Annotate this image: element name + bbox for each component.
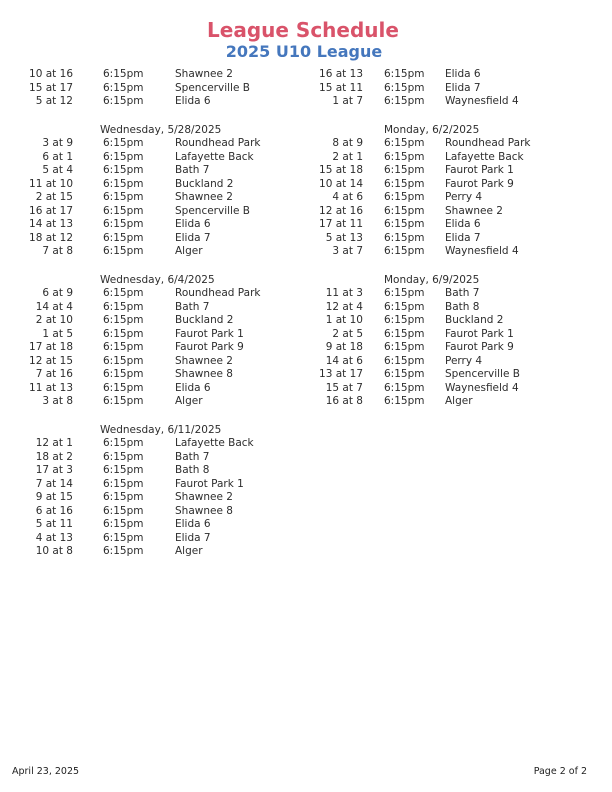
game-row	[0, 245, 290, 259]
schedule-block	[290, 274, 612, 409]
schedule-column-left	[0, 68, 290, 559]
game-row	[290, 205, 612, 219]
game-location: Elida 6	[445, 218, 481, 230]
game-matchup: 7 at 8	[42, 245, 73, 257]
game-row	[0, 232, 290, 246]
date-header: Wednesday, 6/4/2025	[100, 273, 215, 286]
game-row	[290, 191, 612, 205]
game-row	[0, 164, 290, 178]
game-row	[0, 218, 290, 232]
game-location: Elida 7	[445, 81, 481, 94]
game-matchup: 10 at 8	[35, 545, 73, 557]
game-row	[290, 355, 612, 369]
game-row	[0, 301, 290, 315]
game-time: 6:15pm	[103, 300, 144, 313]
game-matchup: 2 at 10	[35, 314, 73, 326]
game-row	[290, 95, 612, 109]
game-row	[290, 178, 612, 192]
game-time: 6:15pm	[103, 164, 144, 176]
game-location: Spencerville B	[175, 204, 250, 217]
game-location: Faurot Park 1	[175, 327, 244, 340]
game-location: Alger	[175, 395, 203, 407]
schedule-block	[0, 68, 290, 109]
game-time: 6:15pm	[103, 450, 144, 463]
game-matchup: 7 at 16	[35, 368, 73, 380]
game-time: 6:15pm	[384, 354, 425, 367]
game-matchup: 17 at 3	[35, 464, 73, 476]
game-time: 6:15pm	[103, 477, 144, 490]
game-matchup: 6 at 1	[42, 150, 73, 163]
game-location: Bath 7	[445, 287, 480, 299]
game-time: 6:15pm	[384, 218, 425, 230]
game-matchup: 2 at 15	[35, 191, 73, 203]
game-matchup: 12 at 1	[35, 437, 73, 449]
game-row	[0, 478, 290, 492]
page-title: League Schedule	[207, 18, 399, 42]
game-time: 6:15pm	[103, 245, 144, 257]
game-time: 6:15pm	[384, 395, 425, 407]
game-time: 6:15pm	[384, 327, 425, 340]
game-matchup: 15 at 17	[29, 81, 73, 94]
game-matchup: 4 at 6	[332, 191, 363, 203]
game-location: Shawnee 2	[175, 191, 233, 203]
game-matchup: 17 at 18	[29, 341, 73, 353]
game-location: Faurot Park 9	[445, 177, 514, 190]
game-location: Elida 7	[175, 231, 211, 244]
game-location: Faurot Park 1	[445, 164, 514, 176]
game-matchup: 5 at 11	[35, 518, 73, 530]
schedule-block	[0, 124, 290, 259]
game-row	[0, 287, 290, 301]
game-row	[290, 218, 612, 232]
game-matchup: 11 at 10	[29, 177, 73, 190]
game-row	[0, 505, 290, 519]
game-location: Roundhead Park	[175, 287, 261, 299]
game-time: 6:15pm	[384, 314, 425, 326]
game-matchup: 10 at 14	[319, 177, 363, 190]
schedule-column-right	[290, 68, 612, 409]
game-time: 6:15pm	[103, 287, 144, 299]
game-location: Bath 8	[445, 300, 480, 313]
game-matchup: 16 at 13	[319, 68, 363, 80]
game-time: 6:15pm	[103, 150, 144, 163]
game-location: Bath 7	[175, 164, 210, 176]
game-location: Elida 6	[175, 381, 211, 394]
game-row	[0, 205, 290, 219]
game-location: Elida 6	[175, 518, 211, 530]
game-location: Shawnee 2	[175, 68, 233, 80]
game-matchup: 8 at 9	[332, 137, 363, 149]
date-header: Monday, 6/2/2025	[384, 123, 480, 136]
game-time: 6:15pm	[103, 81, 144, 94]
game-location: Bath 7	[175, 450, 210, 463]
game-location: Shawnee 8	[175, 504, 233, 517]
game-location: Spencerville B	[445, 368, 520, 380]
footer-print-date: April 23, 2025	[12, 766, 80, 777]
schedule-block	[290, 68, 612, 109]
game-location: Elida 6	[175, 218, 211, 230]
date-header: Monday, 6/9/2025	[384, 273, 480, 286]
game-row	[290, 82, 612, 96]
game-time: 6:15pm	[103, 395, 144, 407]
game-location: Buckland 2	[445, 314, 504, 326]
page-subtitle: 2025 U10 League	[225, 42, 383, 61]
game-matchup: 6 at 16	[35, 504, 73, 517]
game-time: 6:15pm	[103, 314, 144, 326]
game-row	[290, 314, 612, 328]
game-time: 6:15pm	[103, 354, 144, 367]
game-matchup: 18 at 2	[35, 450, 73, 463]
game-row	[0, 341, 290, 355]
game-matchup: 12 at 16	[319, 204, 363, 217]
game-time: 6:15pm	[384, 177, 425, 190]
game-matchup: 13 at 17	[319, 368, 363, 380]
game-location: Roundhead Park	[445, 137, 531, 149]
game-matchup: 9 at 18	[325, 341, 363, 353]
game-time: 6:15pm	[103, 437, 144, 449]
game-location: Waynesfield 4	[445, 95, 519, 107]
game-location: Waynesfield 4	[445, 381, 519, 394]
game-matchup: 17 at 11	[319, 218, 363, 230]
game-matchup: 15 at 7	[325, 381, 363, 394]
game-time: 6:15pm	[103, 95, 144, 107]
game-time: 6:15pm	[103, 368, 144, 380]
game-time: 6:15pm	[384, 191, 425, 203]
game-row	[0, 191, 290, 205]
game-row	[290, 245, 612, 259]
game-time: 6:15pm	[384, 81, 425, 94]
game-time: 6:15pm	[103, 341, 144, 353]
game-time: 6:15pm	[384, 368, 425, 380]
schedule-block	[0, 274, 290, 409]
game-row	[290, 328, 612, 342]
game-time: 6:15pm	[103, 504, 144, 517]
game-time: 6:15pm	[103, 464, 144, 476]
game-time: 6:15pm	[384, 150, 425, 163]
game-row	[290, 232, 612, 246]
game-time: 6:15pm	[384, 341, 425, 353]
game-location: Waynesfield 4	[445, 245, 519, 257]
game-row	[0, 82, 290, 96]
game-matchup: 11 at 13	[29, 381, 73, 394]
game-time: 6:15pm	[103, 218, 144, 230]
game-row	[290, 382, 612, 396]
game-matchup: 5 at 13	[325, 231, 363, 244]
game-row	[0, 518, 290, 532]
game-location: Alger	[175, 545, 203, 557]
game-matchup: 12 at 4	[325, 300, 363, 313]
game-row	[0, 532, 290, 546]
game-matchup: 10 at 16	[29, 68, 73, 80]
game-time: 6:15pm	[384, 381, 425, 394]
game-row	[0, 68, 290, 82]
game-matchup: 1 at 10	[325, 314, 363, 326]
game-location: Elida 7	[175, 531, 211, 544]
game-matchup: 7 at 14	[35, 477, 73, 490]
game-time: 6:15pm	[103, 191, 144, 203]
game-row	[0, 437, 290, 451]
game-row	[0, 382, 290, 396]
game-location: Spencerville B	[175, 81, 250, 94]
game-row	[290, 287, 612, 301]
game-time: 6:15pm	[103, 327, 144, 340]
game-location: Lafayette Back	[175, 437, 254, 449]
footer-page-number: Page 2 of 2	[533, 766, 587, 777]
game-time: 6:15pm	[384, 300, 425, 313]
schedule-block	[0, 424, 290, 559]
game-matchup: 3 at 9	[42, 137, 73, 149]
game-row	[0, 178, 290, 192]
game-location: Shawnee 2	[445, 204, 503, 217]
game-location: Faurot Park 1	[175, 477, 244, 490]
game-matchup: 16 at 8	[325, 395, 363, 407]
game-matchup: 4 at 13	[35, 531, 73, 544]
game-matchup: 12 at 15	[29, 354, 73, 367]
game-matchup: 15 at 18	[319, 164, 363, 176]
game-time: 6:15pm	[384, 287, 425, 299]
game-row	[290, 301, 612, 315]
game-row	[0, 314, 290, 328]
game-row	[0, 368, 290, 382]
game-location: Buckland 2	[175, 177, 234, 190]
game-time: 6:15pm	[384, 95, 425, 107]
game-location: Faurot Park 9	[175, 341, 244, 353]
game-row	[290, 341, 612, 355]
game-location: Roundhead Park	[175, 137, 261, 149]
game-row	[290, 395, 612, 409]
game-location: Lafayette Back	[175, 150, 254, 163]
game-matchup: 14 at 13	[29, 218, 73, 230]
game-row	[0, 355, 290, 369]
game-time: 6:15pm	[384, 68, 425, 80]
game-matchup: 14 at 6	[325, 354, 363, 367]
game-location: Perry 4	[445, 191, 483, 203]
game-location: Alger	[175, 245, 203, 257]
game-matchup: 5 at 12	[35, 95, 73, 107]
game-time: 6:15pm	[384, 245, 425, 257]
game-time: 6:15pm	[384, 137, 425, 149]
game-time: 6:15pm	[103, 137, 144, 149]
game-location: Shawnee 2	[175, 354, 233, 367]
game-location: Elida 6	[175, 95, 211, 107]
game-location: Lafayette Back	[445, 150, 524, 163]
game-matchup: 16 at 17	[29, 204, 73, 217]
game-time: 6:15pm	[103, 177, 144, 190]
game-row	[0, 464, 290, 478]
game-row	[290, 164, 612, 178]
game-matchup: 1 at 5	[42, 327, 73, 340]
game-location: Buckland 2	[175, 314, 234, 326]
game-row	[0, 328, 290, 342]
game-location: Alger	[445, 395, 473, 407]
game-matchup: 2 at 5	[332, 327, 363, 340]
game-time: 6:15pm	[103, 204, 144, 217]
game-location: Faurot Park 9	[445, 341, 514, 353]
schedule-block	[290, 124, 612, 259]
game-row	[0, 395, 290, 409]
game-matchup: 3 at 7	[332, 245, 363, 257]
game-row	[290, 151, 612, 165]
game-time: 6:15pm	[103, 518, 144, 530]
game-time: 6:15pm	[384, 164, 425, 176]
game-row	[0, 151, 290, 165]
game-location: Perry 4	[445, 354, 483, 367]
game-row	[0, 491, 290, 505]
game-row	[0, 451, 290, 465]
game-matchup: 5 at 4	[42, 164, 73, 176]
game-location: Shawnee 2	[175, 491, 233, 503]
game-row	[0, 137, 290, 151]
game-location: Faurot Park 1	[445, 327, 514, 340]
game-row	[0, 545, 290, 559]
game-row	[290, 68, 612, 82]
date-header: Wednesday, 5/28/2025	[100, 123, 222, 136]
date-header: Wednesday, 6/11/2025	[100, 423, 222, 436]
game-row	[0, 95, 290, 109]
game-time: 6:15pm	[103, 545, 144, 557]
game-time: 6:15pm	[103, 381, 144, 394]
game-time: 6:15pm	[103, 68, 144, 80]
game-matchup: 6 at 9	[42, 287, 73, 299]
game-matchup: 3 at 8	[42, 395, 73, 407]
game-location: Bath 7	[175, 300, 210, 313]
game-time: 6:15pm	[103, 491, 144, 503]
game-matchup: 1 at 7	[332, 95, 363, 107]
game-matchup: 2 at 1	[332, 150, 363, 163]
game-matchup: 18 at 12	[29, 231, 73, 244]
game-location: Elida 6	[445, 68, 481, 80]
game-time: 6:15pm	[103, 231, 144, 244]
game-time: 6:15pm	[384, 204, 425, 217]
game-location: Elida 7	[445, 231, 481, 244]
game-row	[290, 368, 612, 382]
game-matchup: 9 at 15	[35, 491, 73, 503]
game-matchup: 11 at 3	[325, 287, 363, 299]
game-matchup: 14 at 4	[35, 300, 73, 313]
game-time: 6:15pm	[103, 531, 144, 544]
game-row	[290, 137, 612, 151]
game-location: Shawnee 8	[175, 368, 233, 380]
game-location: Bath 8	[175, 464, 210, 476]
game-time: 6:15pm	[384, 231, 425, 244]
game-matchup: 15 at 11	[319, 81, 363, 94]
